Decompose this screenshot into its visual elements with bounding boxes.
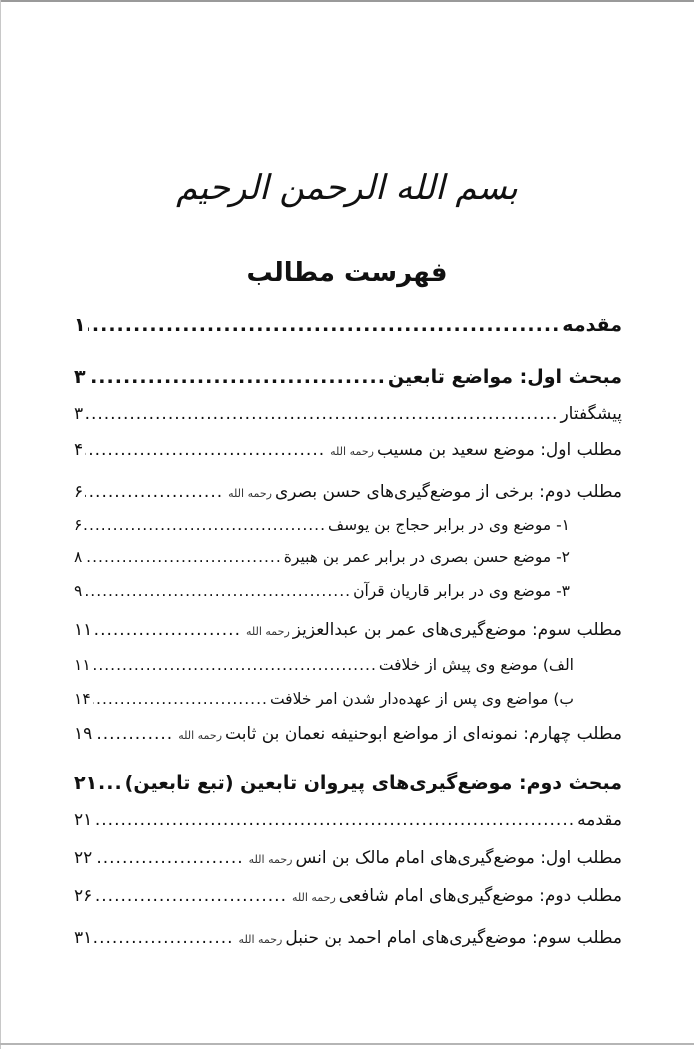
dot-leader <box>84 548 281 566</box>
toc-entry <box>74 548 622 576</box>
toc-page-number: ۲۶ <box>74 886 93 906</box>
toc-page-number: ۲۱ <box>74 810 93 830</box>
toc-entry <box>74 928 622 956</box>
honorific-glyph: رحمه الله <box>238 933 283 946</box>
toc-entry-label: مبحث اول: مواضع تابعین <box>387 366 622 388</box>
honorific-glyph: رحمه الله <box>178 729 222 742</box>
toc-entry-label: مطلب سوم: موضع‌گیری‌های امام احمد بن حنبل <box>285 928 622 948</box>
bottom-border <box>0 1043 694 1045</box>
toc-page-number: ۳ <box>74 404 84 424</box>
honorific-glyph: رحمه الله <box>228 487 272 500</box>
dot-leader <box>94 620 241 640</box>
dot-leader <box>84 582 351 600</box>
top-border <box>0 0 694 2</box>
toc-page-number: ۶ <box>74 482 84 502</box>
toc-page-number: ۲۱ <box>74 772 98 794</box>
toc-page-number: ۸ <box>74 548 83 566</box>
toc-entry-label: مقدمه <box>577 810 622 830</box>
toc-entry <box>74 886 622 914</box>
toc-section-entry <box>74 772 622 800</box>
dot-leader <box>99 772 122 794</box>
toc-entry-label: مطلب دوم: موضع‌گیری‌های امام شافعی <box>338 886 622 906</box>
toc-page-number: ۳ <box>74 366 86 388</box>
honorific-glyph: رحمه الله <box>330 445 374 458</box>
dot-leader <box>85 482 223 502</box>
toc-entry <box>74 724 622 752</box>
toc-entry-label: ۱- موضع وی در برابر حجاج بن یوسف <box>328 516 570 534</box>
dot-leader <box>94 928 233 948</box>
toc-entry <box>74 848 622 876</box>
honorific-glyph: رحمه الله <box>248 853 293 866</box>
dot-leader <box>84 516 326 534</box>
toc-entry <box>74 656 622 684</box>
toc-page-number: ۴ <box>74 440 84 460</box>
toc-entry-label: مطلب چهارم: نمونه‌ای از مواضع ابوحنیفه نعمان بن ثابت <box>225 724 622 744</box>
toc-section-entry <box>74 314 622 342</box>
dot-leader <box>93 656 377 674</box>
toc-entry-label: مطلب اول: موضع سعید بن مسیب <box>376 440 622 460</box>
left-border <box>0 0 1 1049</box>
toc-page-number: ۹ <box>74 582 83 600</box>
toc-page-number: ۶ <box>74 516 83 534</box>
honorific-glyph: رحمه الله <box>245 625 290 638</box>
toc-section-entry <box>74 366 622 394</box>
toc-entry-label: الف) موضع وی پیش از خلافت <box>378 656 574 674</box>
toc-entry-label: مبحث دوم: موضع‌گیری‌های پیروان تابعین (تبع تابعین) <box>124 772 622 794</box>
dot-leader <box>93 690 268 708</box>
toc-entry <box>74 582 622 610</box>
dot-leader <box>94 724 173 744</box>
honorific-glyph: رحمه الله <box>291 891 336 904</box>
toc-page-number: ۱۱ <box>74 620 93 640</box>
toc-entry <box>74 404 622 432</box>
toc-entry <box>74 440 622 468</box>
toc-entry-label: پیشگفتار <box>560 404 622 424</box>
dot-leader <box>85 404 558 424</box>
toc-page-number: ۳۱ <box>74 928 93 948</box>
toc-entry-label: مقدمه <box>562 314 622 336</box>
page-title: فهرست مطالب <box>246 258 448 288</box>
dot-leader <box>88 366 386 388</box>
toc-entry <box>74 482 622 510</box>
toc-entry <box>74 810 622 838</box>
toc-entry-label: ۲- موضع حسن بصری در برابر عمر بن هبیرة <box>283 548 570 566</box>
toc-page-number: ۱۹ <box>74 724 93 744</box>
dot-leader <box>94 848 243 868</box>
dot-leader <box>88 314 561 336</box>
toc-page-number: ۱ <box>74 314 86 336</box>
dot-leader <box>94 886 287 906</box>
toc-entry-label: مطلب دوم: برخی از موضع‌گیری‌های حسن بصری <box>274 482 622 502</box>
basmala-heading: بسم الله الرحمن الرحيم <box>176 168 518 208</box>
toc-entry-label: مطلب سوم: موضع‌گیری‌های عمر بن عبدالعزیز <box>292 620 622 640</box>
dot-leader <box>85 440 325 460</box>
toc-page-number: ۱۱ <box>74 656 91 674</box>
dot-leader <box>94 810 575 830</box>
toc-entry-label: ۳- موضع وی در برابر قاریان قرآن <box>353 582 570 600</box>
toc-page-number: ۱۴ <box>74 690 91 708</box>
toc-entry <box>74 620 622 648</box>
toc-entry-label: ب) مواضع وی پس از عهده‌دار شدن امر خلافت <box>269 690 574 708</box>
toc-page-number: ۲۲ <box>74 848 93 868</box>
toc-entry <box>74 516 622 544</box>
toc-entry-label: مطلب اول: موضع‌گیری‌های امام مالک بن انس <box>295 848 622 868</box>
toc-entry <box>74 690 622 718</box>
